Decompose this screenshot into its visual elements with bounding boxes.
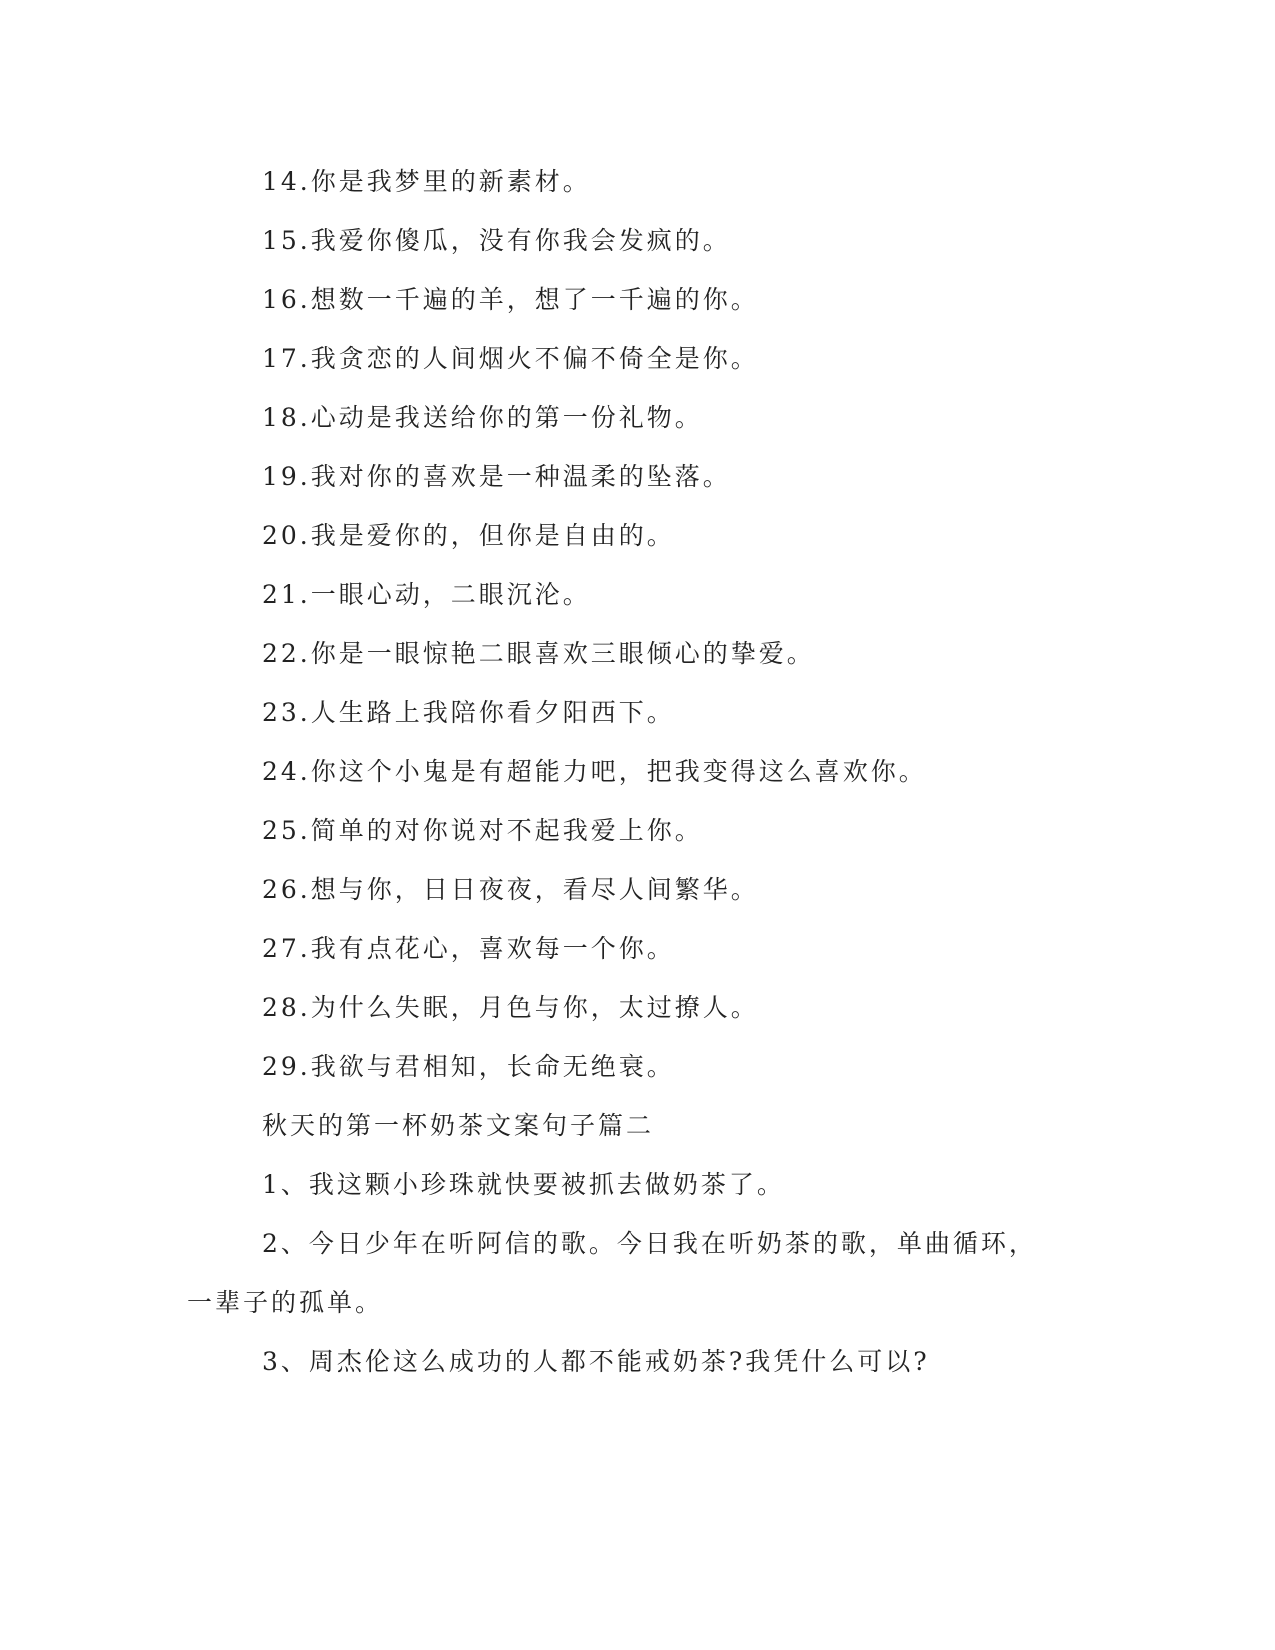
text-line: 15.我爱你傻瓜，没有你我会发疯的。 bbox=[262, 226, 731, 255]
text-line: 16.想数一千遍的羊，想了一千遍的你。 bbox=[262, 285, 759, 314]
text-line: 26.想与你，日日夜夜，看尽人间繁华。 bbox=[262, 875, 759, 904]
section-heading: 秋天的第一杯奶茶文案句子篇二 bbox=[262, 1111, 655, 1140]
text-line: 28.为什么失眠，月色与你，太过撩人。 bbox=[262, 993, 759, 1022]
text-line: 19.我对你的喜欢是一种温柔的坠落。 bbox=[262, 462, 731, 491]
list-item-continuation: 一辈子的孤单。 bbox=[187, 1288, 384, 1317]
text-line: 18.心动是我送给你的第一份礼物。 bbox=[262, 403, 703, 432]
text-line: 22.你是一眼惊艳二眼喜欢三眼倾心的挚爱。 bbox=[262, 639, 815, 668]
text-line: 14.你是我梦里的新素材。 bbox=[262, 167, 591, 196]
text-line: 25.简单的对你说对不起我爱上你。 bbox=[262, 816, 703, 845]
text-line: 29.我欲与君相知，长命无绝衰。 bbox=[262, 1052, 675, 1081]
text-line: 21.一眼心动，二眼沉沦。 bbox=[262, 580, 591, 609]
text-line: 27.我有点花心，喜欢每一个你。 bbox=[262, 934, 675, 963]
text-line: 23.人生路上我陪你看夕阳西下。 bbox=[262, 698, 675, 727]
text-line: 24.你这个小鬼是有超能力吧，把我变得这么喜欢你。 bbox=[262, 757, 927, 786]
list-item: 2、今日少年在听阿信的歌。今日我在听奶茶的歌，单曲循环， bbox=[262, 1229, 1037, 1258]
list-item: 1、我这颗小珍珠就快要被抓去做奶茶了。 bbox=[262, 1170, 785, 1199]
list-item: 3、周杰伦这么成功的人都不能戒奶茶?我凭什么可以? bbox=[262, 1347, 930, 1376]
text-line: 17.我贪恋的人间烟火不偏不倚全是你。 bbox=[262, 344, 759, 373]
text-line: 20.我是爱你的，但你是自由的。 bbox=[262, 521, 675, 550]
